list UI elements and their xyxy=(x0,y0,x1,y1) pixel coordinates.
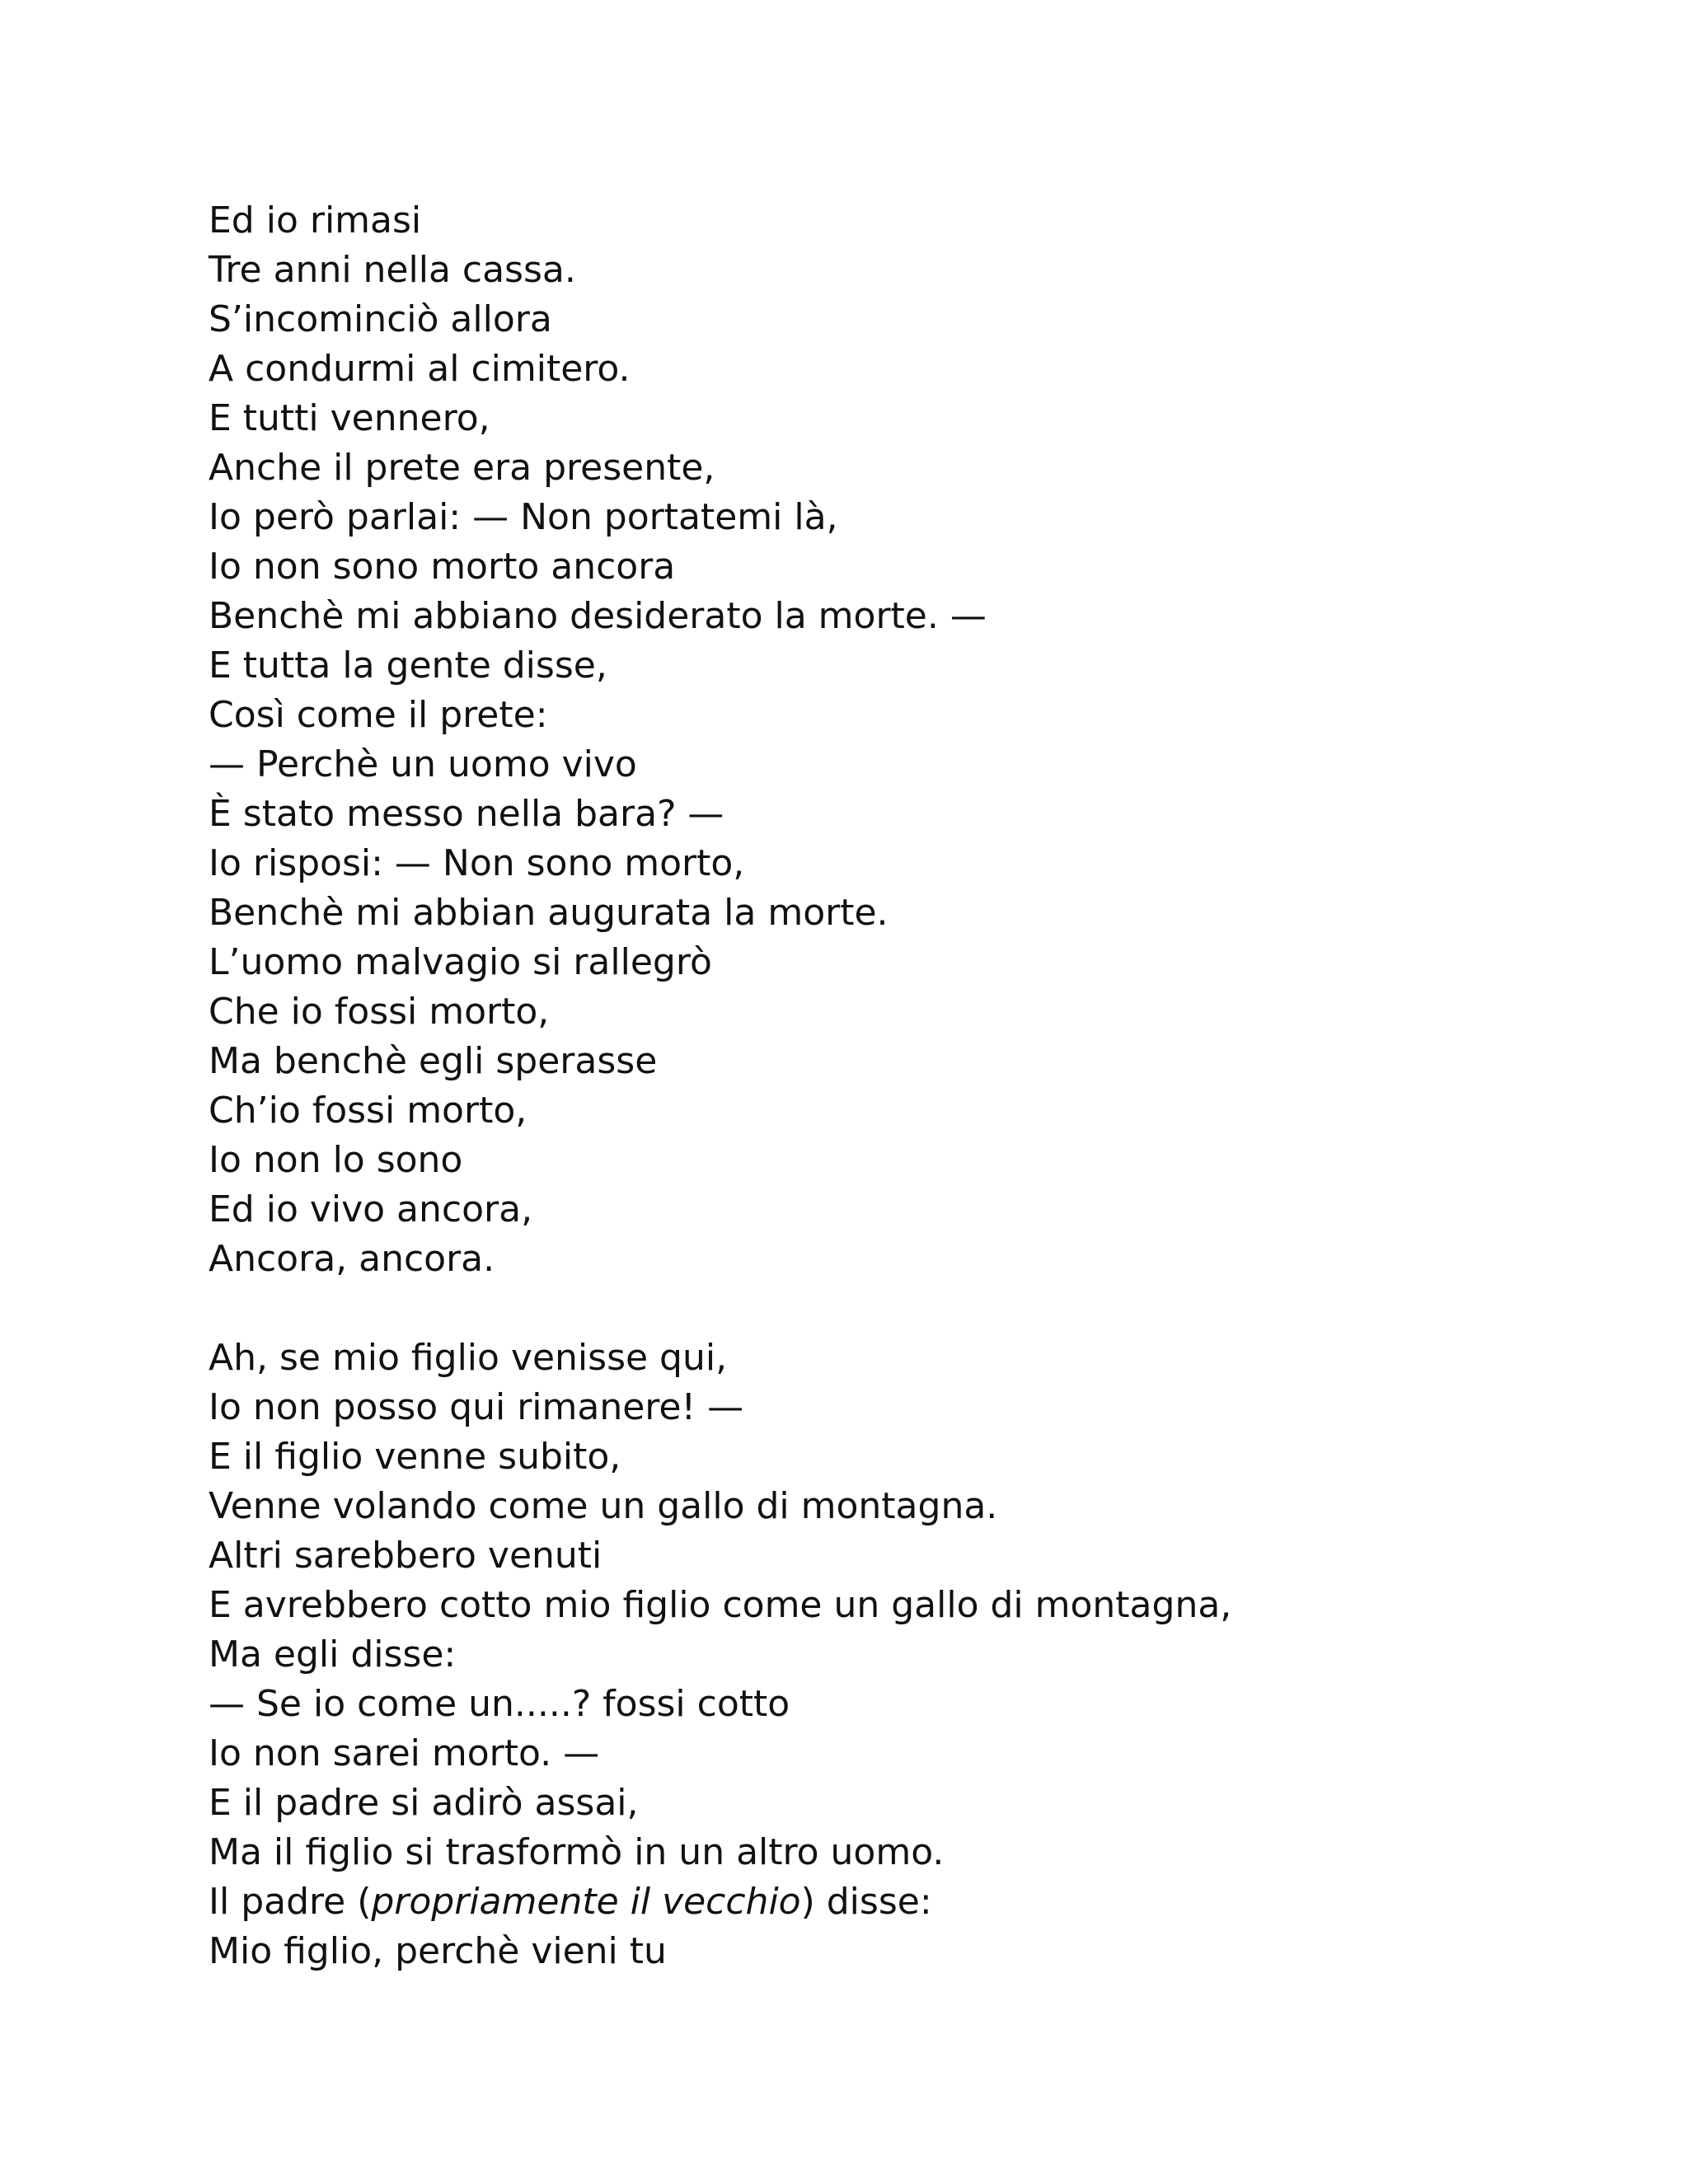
italic-aside: propriamente il vecchio xyxy=(371,1881,801,1923)
stanza-1 xyxy=(209,196,1610,1284)
poem-line: Io non sono morto ancora xyxy=(209,546,676,588)
poem-line: S’incominciò allora xyxy=(209,298,552,340)
poem-line: Io risposi: — Non sono morto, xyxy=(209,842,745,884)
poem-text xyxy=(209,196,1610,1976)
poem-line: E tutta la gente disse, xyxy=(209,644,607,687)
poem-line: E il figlio venne subito, xyxy=(209,1436,621,1478)
poem-line: Benchè mi abbian augurata la morte. xyxy=(209,892,889,934)
poem-line: Ed io vivo ancora, xyxy=(209,1188,533,1230)
poem-line: Io però parlai: — Non portatemi là, xyxy=(209,496,838,538)
poem-line: E tutti vennero, xyxy=(209,397,490,439)
poem-line: Ancora, ancora. xyxy=(209,1238,495,1280)
line-text-after: ) disse: xyxy=(800,1881,932,1923)
poem-line: Io non posso qui rimanere! — xyxy=(209,1386,744,1428)
poem-line: Mio figlio, perchè vieni tu xyxy=(209,1930,667,1972)
poem-line: — Se io come un.....? fossi cotto xyxy=(209,1683,790,1725)
poem-line: Ma benchè egli sperasse xyxy=(209,1040,658,1082)
poem-line: L’uomo malvagio si rallegrò xyxy=(209,941,712,983)
poem-line: Altri sarebbero venuti xyxy=(209,1535,603,1577)
poem-line: E avrebbero cotto mio figlio come un gallo di montagna, xyxy=(209,1584,1232,1626)
poem-line-with-italic xyxy=(209,1877,1610,1927)
poem-line: È stato messo nella bara? — xyxy=(209,793,724,835)
poem-line: Ed io rimasi xyxy=(209,199,422,241)
poem-line: Ah, se mio figlio venisse qui, xyxy=(209,1337,728,1379)
poem-line: Ch’io fossi morto, xyxy=(209,1090,528,1132)
poem-line: Ma egli disse: xyxy=(209,1633,457,1675)
poem-line: Ma il figlio si trasformò in un altro uomo. xyxy=(209,1831,945,1873)
poem-line: Io non lo sono xyxy=(209,1139,463,1181)
poem-line: Venne volando come un gallo di montagna. xyxy=(209,1485,998,1527)
poem-line: Anche il prete era presente, xyxy=(209,447,715,489)
poem-line: Io non sarei morto. — xyxy=(209,1732,600,1774)
poem-line: Tre anni nella cassa. xyxy=(209,249,576,291)
stanza-2 xyxy=(209,1333,1610,1976)
line-text-before: Il padre ( xyxy=(209,1881,372,1923)
poem-line: A condurmi al cimitero. xyxy=(209,348,631,390)
poem-line: Che io fossi morto, xyxy=(209,991,550,1033)
poem-line: — Perchè un uomo vivo xyxy=(209,743,637,785)
poem-line: Benchè mi abbiano desiderato la morte. — xyxy=(209,595,987,637)
poem-line: Così come il prete: xyxy=(209,694,548,736)
poem-line: E il padre si adirò assai, xyxy=(209,1782,639,1824)
